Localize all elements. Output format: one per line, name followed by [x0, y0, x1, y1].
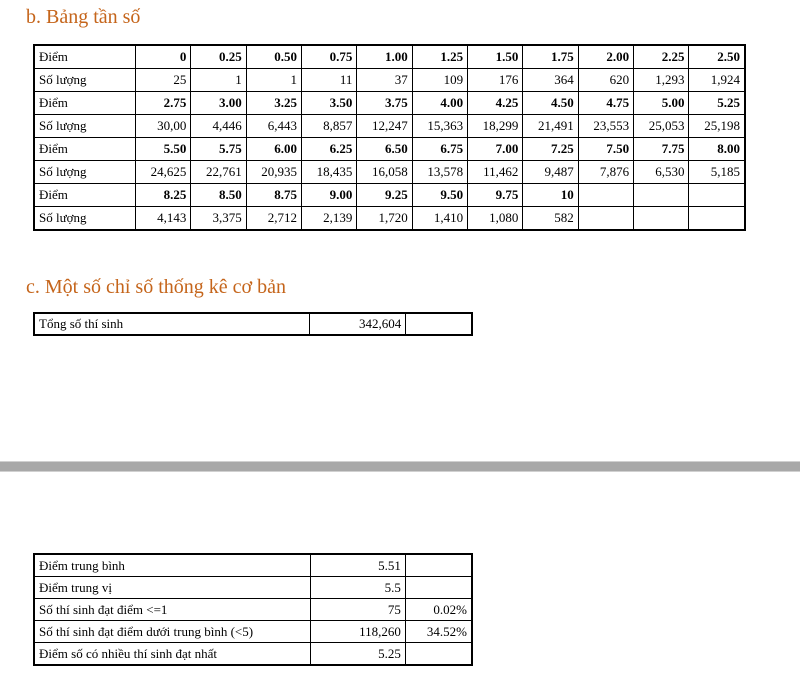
score-cell	[634, 184, 689, 207]
total-extra	[406, 313, 472, 335]
score-cell: 2.25	[634, 45, 689, 69]
score-cell: 3.00	[191, 92, 246, 115]
score-cell: 6.00	[246, 138, 301, 161]
count-cell: 2,139	[302, 207, 357, 231]
count-cell: 9,487	[523, 161, 578, 184]
score-row-label: Điểm	[34, 184, 136, 207]
count-cell: 364	[523, 69, 578, 92]
count-cell: 7,876	[578, 161, 633, 184]
score-cell: 1.00	[357, 45, 412, 69]
count-cell: 11	[302, 69, 357, 92]
score-cell: 0.25	[191, 45, 246, 69]
count-row-label: Số lượng	[34, 161, 136, 184]
score-cell: 1.25	[412, 45, 467, 69]
count-cell: 3,375	[191, 207, 246, 231]
table-row	[34, 115, 745, 138]
stat-percent	[405, 577, 472, 599]
score-cell: 4.25	[468, 92, 523, 115]
count-cell: 25,053	[634, 115, 689, 138]
count-cell: 1	[246, 69, 301, 92]
count-cell: 6,443	[246, 115, 301, 138]
count-cell: 8,857	[302, 115, 357, 138]
score-cell: 4.00	[412, 92, 467, 115]
score-cell: 3.50	[302, 92, 357, 115]
count-cell: 4,143	[136, 207, 191, 231]
stat-value: 75	[311, 599, 406, 621]
count-cell	[689, 207, 745, 231]
table-row	[34, 184, 745, 207]
count-cell: 22,761	[191, 161, 246, 184]
score-cell: 9.25	[357, 184, 412, 207]
total-label: Tổng số thí sinh	[34, 313, 310, 335]
count-cell: 1,720	[357, 207, 412, 231]
count-row-label: Số lượng	[34, 207, 136, 231]
statistics-table	[33, 553, 473, 666]
count-cell: 23,553	[578, 115, 633, 138]
score-cell: 3.25	[246, 92, 301, 115]
stat-label: Điểm trung bình	[34, 554, 311, 577]
table-row	[34, 554, 472, 577]
score-cell: 1.50	[468, 45, 523, 69]
stat-value: 5.5	[311, 577, 406, 599]
count-cell: 1,924	[689, 69, 745, 92]
table-row	[34, 207, 745, 231]
count-cell: 12,247	[357, 115, 412, 138]
count-cell: 1,410	[412, 207, 467, 231]
score-cell	[578, 184, 633, 207]
score-cell: 7.00	[468, 138, 523, 161]
score-cell: 9.75	[468, 184, 523, 207]
count-cell: 20,935	[246, 161, 301, 184]
count-cell: 11,462	[468, 161, 523, 184]
score-cell: 3.75	[357, 92, 412, 115]
table-row	[34, 161, 745, 184]
score-cell: 8.00	[689, 138, 745, 161]
score-cell: 9.00	[302, 184, 357, 207]
table-row	[34, 45, 745, 69]
table-row	[34, 643, 472, 666]
table-row	[34, 69, 745, 92]
count-cell: 109	[412, 69, 467, 92]
count-cell: 2,712	[246, 207, 301, 231]
count-cell: 16,058	[357, 161, 412, 184]
table-row	[34, 621, 472, 643]
table-row	[34, 138, 745, 161]
score-cell: 6.50	[357, 138, 412, 161]
count-cell: 15,363	[412, 115, 467, 138]
score-cell: 7.75	[634, 138, 689, 161]
score-cell: 6.75	[412, 138, 467, 161]
frequency-table	[33, 44, 746, 231]
count-cell: 6,530	[634, 161, 689, 184]
score-cell: 5.50	[136, 138, 191, 161]
score-cell: 8.75	[246, 184, 301, 207]
stat-percent: 34.52%	[405, 621, 472, 643]
stat-label: Số thí sinh đạt điểm dưới trung bình (<5)	[34, 621, 311, 643]
score-cell: 0.75	[302, 45, 357, 69]
score-cell: 7.25	[523, 138, 578, 161]
score-cell: 9.50	[412, 184, 467, 207]
score-cell	[689, 184, 745, 207]
score-cell: 5.00	[634, 92, 689, 115]
table-row	[34, 313, 472, 335]
score-cell: 1.75	[523, 45, 578, 69]
count-row-label: Số lượng	[34, 69, 136, 92]
stat-value: 5.25	[311, 643, 406, 666]
score-row-label: Điểm	[34, 45, 136, 69]
section-c-heading: c. Một số chỉ số thống kê cơ bản	[26, 276, 286, 298]
stat-label: Điểm trung vị	[34, 577, 311, 599]
count-cell: 24,625	[136, 161, 191, 184]
stat-value: 5.51	[311, 554, 406, 577]
section-b-heading: b. Bảng tần số	[26, 6, 141, 28]
score-row-label: Điểm	[34, 92, 136, 115]
score-cell: 8.50	[191, 184, 246, 207]
score-cell: 2.00	[578, 45, 633, 69]
score-cell: 0.50	[246, 45, 301, 69]
total-value: 342,604	[310, 313, 406, 335]
score-cell: 2.75	[136, 92, 191, 115]
count-cell: 18,435	[302, 161, 357, 184]
count-row-label: Số lượng	[34, 115, 136, 138]
count-cell: 176	[468, 69, 523, 92]
stat-label: Điểm số có nhiều thí sinh đạt nhất	[34, 643, 311, 666]
stat-label: Số thí sinh đạt điểm <=1	[34, 599, 311, 621]
score-cell: 7.50	[578, 138, 633, 161]
count-cell: 21,491	[523, 115, 578, 138]
score-cell: 6.25	[302, 138, 357, 161]
score-cell: 5.75	[191, 138, 246, 161]
count-cell: 25	[136, 69, 191, 92]
table-row	[34, 577, 472, 599]
score-cell: 8.25	[136, 184, 191, 207]
total-candidates-table	[33, 312, 473, 336]
stat-percent	[405, 643, 472, 666]
count-cell: 582	[523, 207, 578, 231]
table-row	[34, 92, 745, 115]
page-separator	[0, 461, 800, 472]
count-cell: 13,578	[412, 161, 467, 184]
count-cell: 4,446	[191, 115, 246, 138]
score-cell: 5.25	[689, 92, 745, 115]
stat-value: 118,260	[311, 621, 406, 643]
stat-percent	[405, 554, 472, 577]
count-cell	[634, 207, 689, 231]
count-cell	[578, 207, 633, 231]
score-cell: 2.50	[689, 45, 745, 69]
count-cell: 1,080	[468, 207, 523, 231]
score-cell: 4.50	[523, 92, 578, 115]
count-cell: 1,293	[634, 69, 689, 92]
count-cell: 620	[578, 69, 633, 92]
count-cell: 37	[357, 69, 412, 92]
count-cell: 25,198	[689, 115, 745, 138]
score-row-label: Điểm	[34, 138, 136, 161]
table-row	[34, 599, 472, 621]
count-cell: 5,185	[689, 161, 745, 184]
count-cell: 18,299	[468, 115, 523, 138]
count-cell: 1	[191, 69, 246, 92]
stat-percent: 0.02%	[405, 599, 472, 621]
score-cell: 0	[136, 45, 191, 69]
score-cell: 10	[523, 184, 578, 207]
score-cell: 4.75	[578, 92, 633, 115]
count-cell: 30,00	[136, 115, 191, 138]
